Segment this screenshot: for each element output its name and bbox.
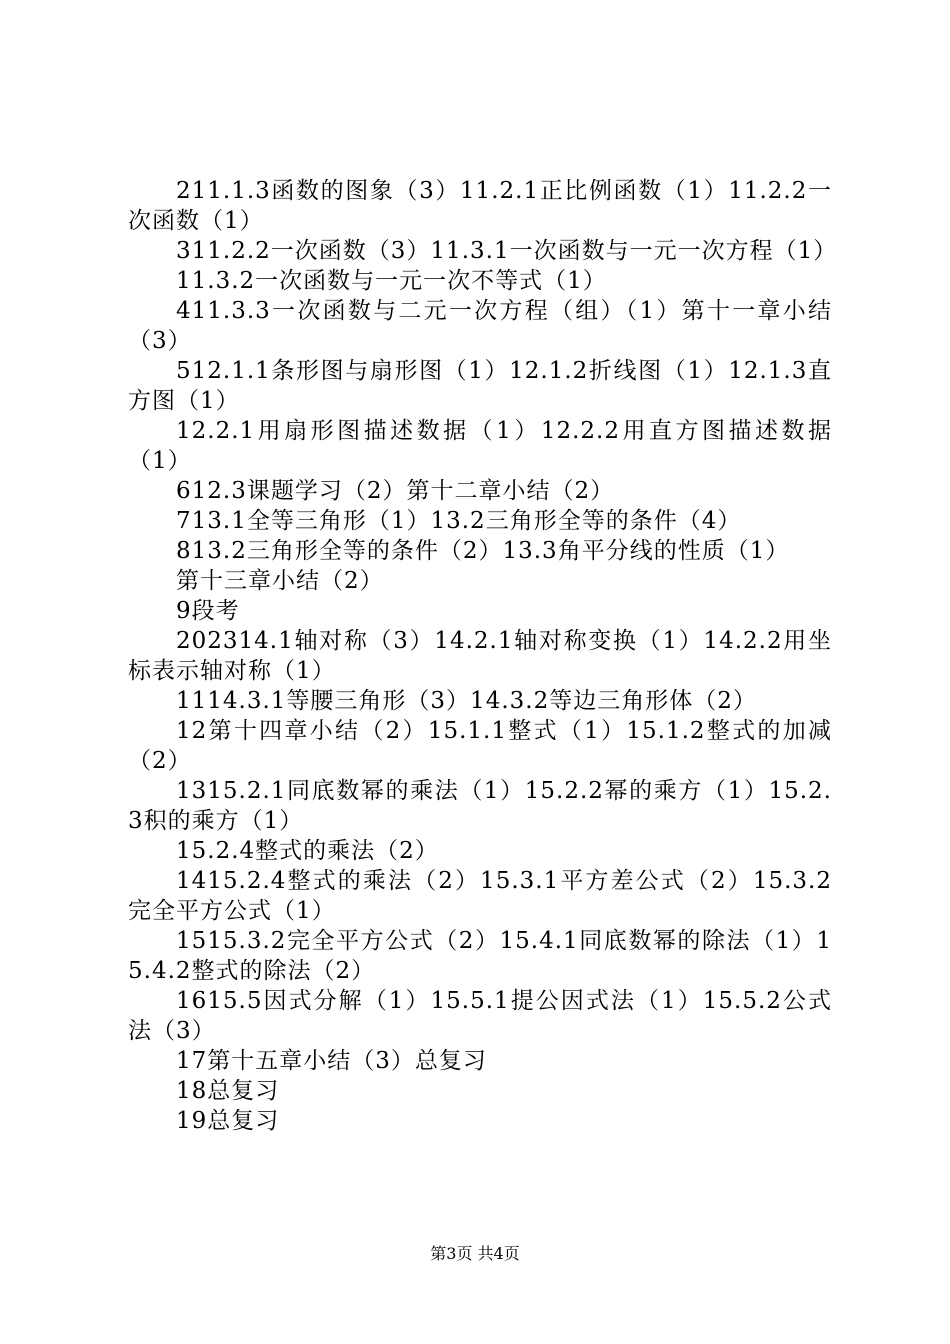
paragraph-8: 713.1全等三角形（1）13.2三角形全等的条件（4） <box>176 508 742 534</box>
paragraph-13: 1114.3.1等腰三角形（3）14.3.2等边三角形体（2） <box>176 688 757 714</box>
paragraph-7: 612.3课题学习（2）第十二章小结（2） <box>176 478 615 504</box>
paragraph-19: 1615.5因式分解（1）15.5.1提公因式法（1）15.5.2公式法（3） <box>128 988 832 1044</box>
page-footer: 第3页 共4页 <box>430 1244 520 1263</box>
paragraph-3: 11.3.2一次函数与一元一次不等式（1） <box>176 268 607 294</box>
paragraph-22: 19总复习 <box>176 1108 280 1134</box>
paragraph-20: 17第十五章小结（3）总复习 <box>176 1048 487 1074</box>
paragraph-14: 12第十四章小结（2）15.1.1整式（1）15.1.2整式的加减（2） <box>128 718 832 774</box>
paragraph-10: 第十三章小结（2） <box>176 568 384 594</box>
paragraph-15: 1315.2.1同底数幂的乘法（1）15.2.2幂的乘方（1）15.2.3积的乘方（1） <box>128 778 832 834</box>
paragraph-16: 15.2.4整式的乘法（2） <box>176 838 439 864</box>
paragraph-9: 813.2三角形全等的条件（2）13.3角平分线的性质（1） <box>176 538 790 564</box>
paragraph-21: 18总复习 <box>176 1078 280 1104</box>
paragraph-17: 1415.2.4整式的乘法（2）15.3.1平方差公式（2）15.3.2完全平方公式（1） <box>128 868 832 924</box>
paragraph-2: 311.2.2一次函数（3）11.3.1一次函数与一元一次方程（1） <box>176 238 838 264</box>
paragraph-11: 9段考 <box>176 598 240 624</box>
paragraph-6: 12.2.1用扇形图描述数据（1）12.2.2用直方图描述数据（1） <box>128 418 832 474</box>
document-body <box>128 176 838 1136</box>
paragraph-4: 411.3.3一次函数与二元一次方程（组）（1）第十一章小结（3） <box>128 298 832 354</box>
paragraph-18: 1515.3.2完全平方公式（2）15.4.1同底数幂的除法（1）15.4.2整式的除法（2） <box>128 928 832 984</box>
paragraph-12: 202314.1轴对称（3）14.2.1轴对称变换（1）14.2.2用坐标表示轴对称（1） <box>128 628 832 684</box>
paragraph-5: 512.1.1条形图与扇形图（1）12.1.2折线图（1）12.1.3直方图（1） <box>128 358 832 414</box>
paragraph-1: 211.1.3函数的图象（3）11.2.1正比例函数（1）11.2.2一次函数（1） <box>128 178 832 234</box>
